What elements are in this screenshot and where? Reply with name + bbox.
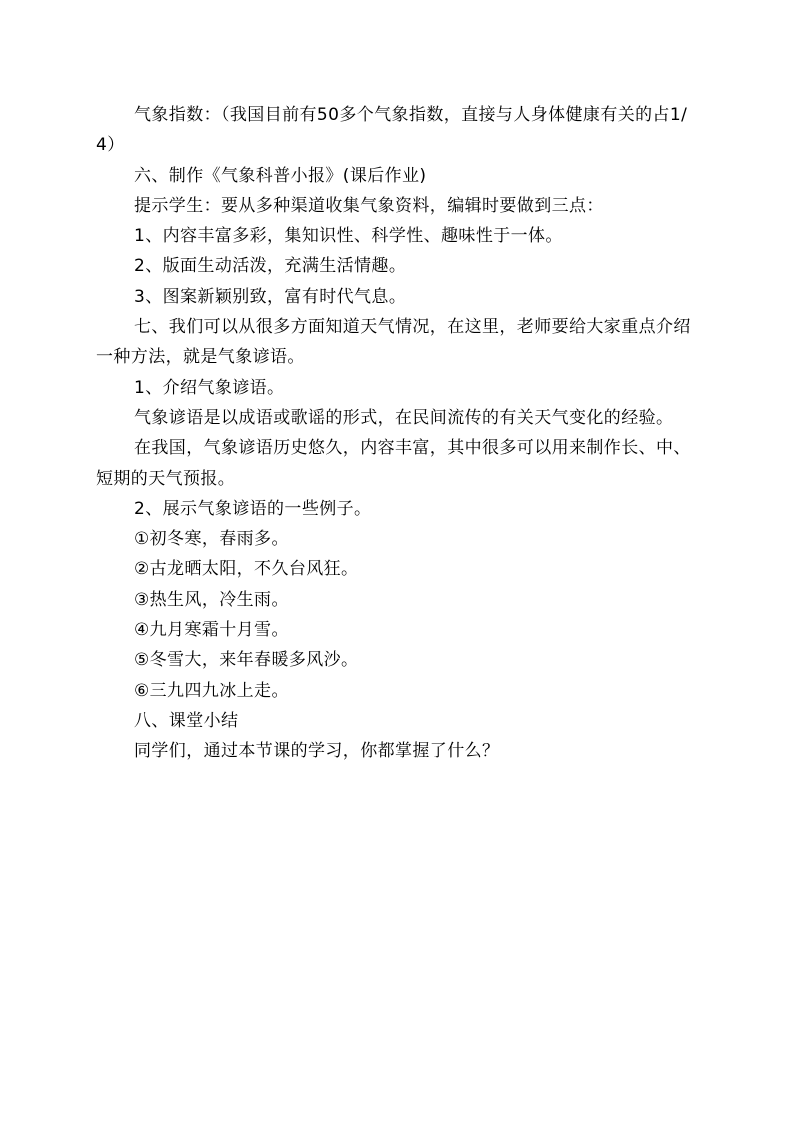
document-body: [96, 100, 700, 767]
list-item-proverb-6: ⑥三九四九冰上走。: [134, 680, 289, 701]
list-item-proverb-4: ④九月寒霜十月雪。: [134, 620, 289, 641]
paragraph-closing-question: 同学们，通过本节课的学习，你都掌握了什么？: [134, 741, 500, 762]
list-item-tip-1: 1、内容丰富多彩，集知识性、科学性、趣味性于一体。: [134, 226, 563, 247]
list-item-proverb-3: ③热生风，冷生雨。: [134, 589, 289, 610]
paragraph-student-tip: 提示学生：要从多种渠道收集气象资料，编辑时要做到三点：: [134, 195, 604, 216]
list-item-proverb-5: ⑤冬雪大，来年春暖多风沙。: [134, 650, 359, 671]
paragraph-proverb-history: 在我国，气象谚语历史悠久，内容丰富，其中很多可以用来制作长、中、短期的天气预报。: [96, 438, 691, 489]
heading-section-seven: 七、我们可以从很多方面知道天气情况，在这里，老师要给大家重点介绍一种方法，就是气象谚语。: [96, 317, 691, 368]
paragraph-weather-index: 气象指数：（我国目前有50多个气象指数，直接与人身体健康有关的占1/4）: [96, 105, 688, 156]
subheading-proverb-examples: 2、展示气象谚语的一些例子。: [134, 498, 372, 519]
list-item-proverb-1: ①初冬寒，春雨多。: [134, 529, 289, 550]
heading-section-eight: 八、课堂小结: [134, 710, 239, 731]
list-item-tip-3: 3、图案新颖别致，富有时代气息。: [134, 286, 407, 307]
heading-section-six: 六、制作《气象科普小报》(课后作业): [134, 165, 427, 186]
subheading-introduce-proverbs: 1、介绍气象谚语。: [134, 377, 285, 398]
paragraph-proverb-definition: 气象谚语是以成语或歌谣的形式，在民间流传的有关天气变化的经验。: [134, 407, 674, 428]
list-item-proverb-2: ②古龙晒太阳，不久台风狂。: [134, 559, 359, 580]
list-item-tip-2: 2、版面生动活泼，充满生活情趣。: [134, 256, 407, 277]
